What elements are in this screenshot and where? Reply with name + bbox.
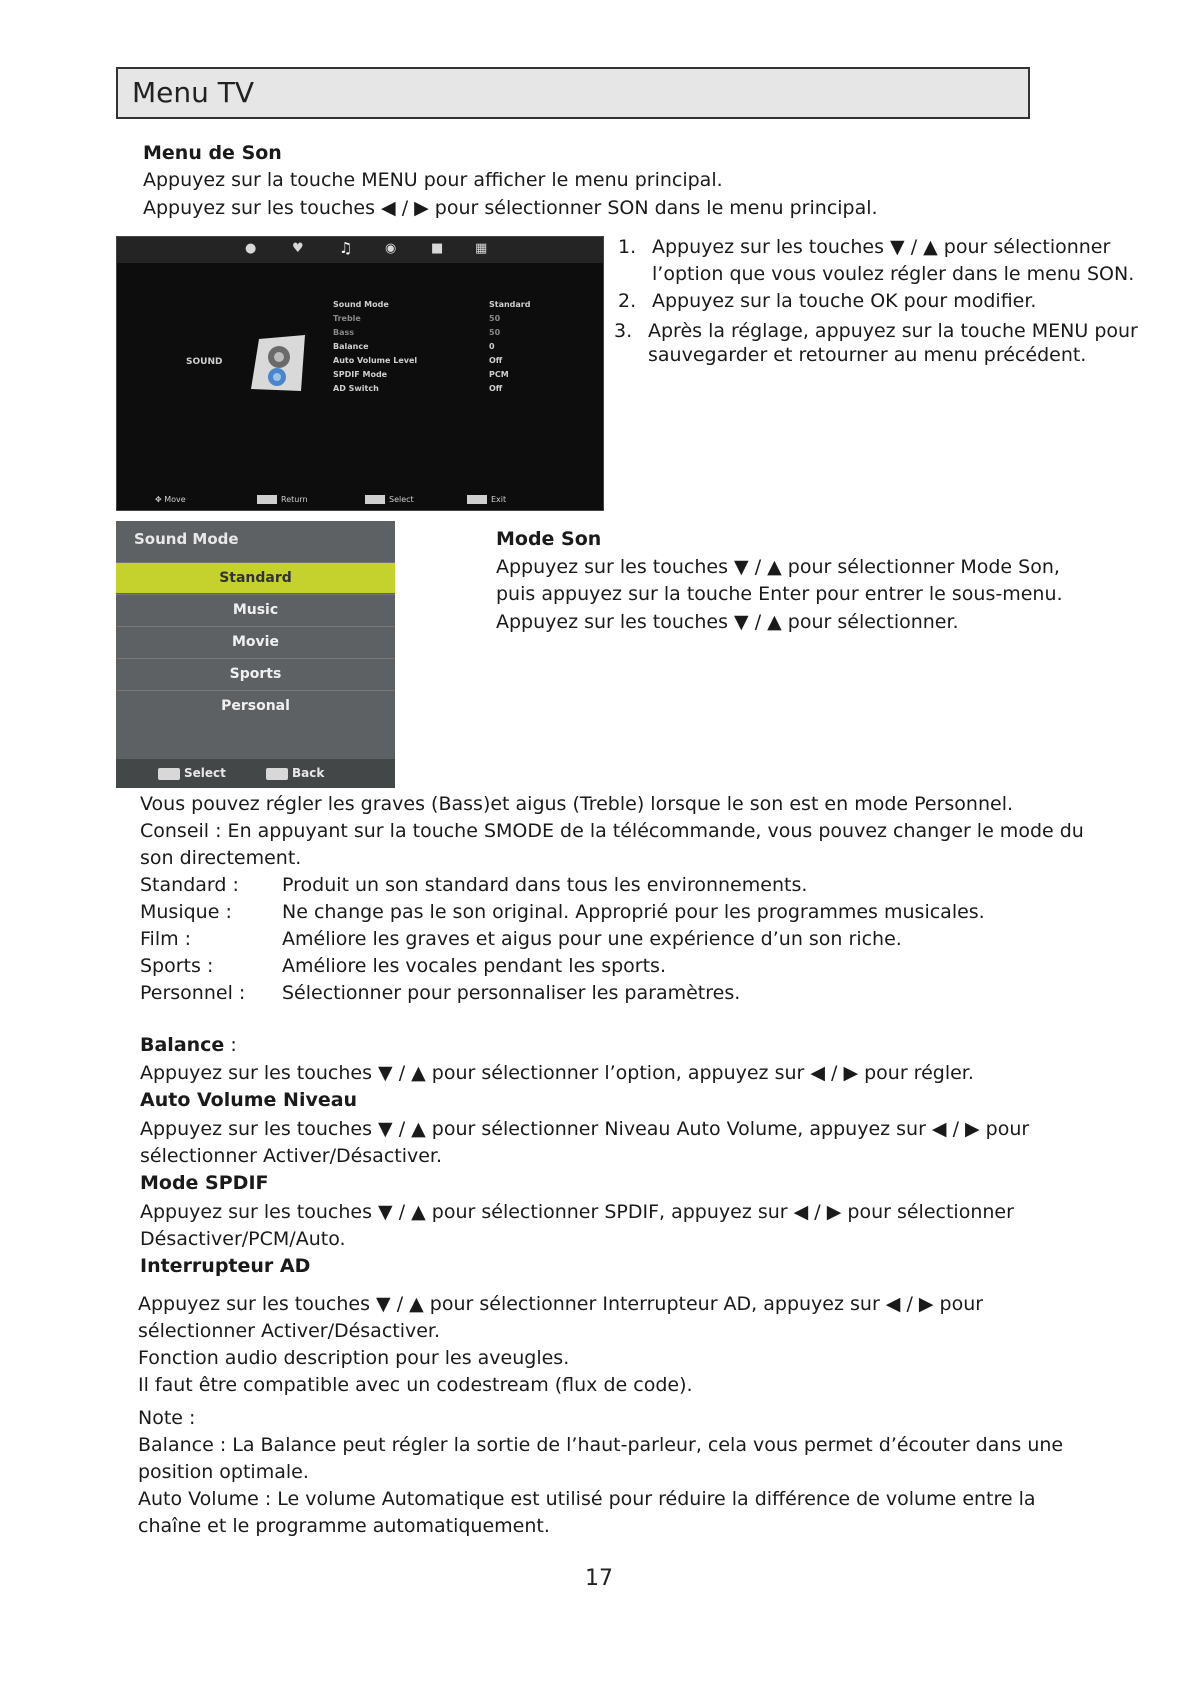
tv-row-spdif-value: PCM (489, 370, 509, 379)
step-3-line-a: 3. Après la réglage, appuyez sur la touche MENU pour (614, 320, 1138, 342)
move-icon: ✥ (155, 495, 165, 504)
auto-volume-text-2: sélectionner Activer/Désactiver. (140, 1145, 443, 1167)
section-heading-mode-son: Mode Son (496, 528, 602, 550)
sound-mode-footer-select: Select (158, 766, 226, 780)
tv-row-auto-volume: Auto Volume Level (333, 356, 418, 365)
tv-menu-top-bar (117, 237, 603, 263)
header-box (116, 67, 1030, 119)
ad-switch-text-2: sélectionner Activer/Désactiver. (138, 1320, 441, 1342)
tv-row-sound-mode: Sound Mode (333, 300, 389, 309)
tv-row-treble: Treble (333, 314, 361, 323)
notes-para-2-a: Conseil : En appuyant sur la touche SMODE de la télécommande, vous pouvez changer le mode du (140, 820, 1084, 842)
tv-row-ad-switch: AD Switch (333, 384, 379, 393)
enter-key-icon (365, 495, 385, 504)
mode-term-musique: Musique : (140, 901, 232, 923)
mode-desc-musique: Ne change pas le son original. Approprié pour les programmes musicales. (282, 901, 985, 923)
note-line-4: chaîne et le programme automatiquement. (138, 1515, 550, 1537)
sound-mode-item-sports[interactable]: Sports (116, 658, 395, 689)
ad-switch-text-4: Il faut être compatible avec un codestream (flux de code). (138, 1374, 693, 1396)
note-line-2: position optimale. (138, 1461, 309, 1483)
ad-switch-heading: Interrupteur AD (140, 1255, 311, 1277)
picture-icon: ● (245, 241, 257, 256)
page-title: Menu TV (132, 76, 255, 109)
sound-mode-footer-back: Back (266, 766, 324, 780)
tv-footer-exit: Exit (467, 495, 506, 504)
exit-key-icon (467, 495, 487, 504)
sound-mode-item-personal[interactable]: Personal (116, 690, 395, 721)
ad-switch-text-1: Appuyez sur les touches ▼ / ▲ pour sélectionner Interrupteur AD, appuyez sur ◀ / ▶ pour (138, 1293, 984, 1315)
sound-mode-title: Sound Mode (134, 530, 239, 548)
enter-key-icon (158, 768, 180, 780)
step-2: 2. Appuyez sur la touche OK pour modifier. (618, 290, 1037, 312)
step-1-line-a: 1. Appuyez sur les touches ▼ / ▲ pour sélectionner (618, 236, 1111, 258)
mode-desc-film: Améliore les graves et aigus pour une expérience d’un son riche. (282, 928, 902, 950)
mode-term-sports: Sports : (140, 955, 214, 977)
notes-para-2-b: son directement. (140, 847, 302, 869)
step-3-line-b: sauvegarder et retourner au menu précédent. (648, 344, 1087, 366)
time-icon: ◉ (385, 241, 397, 256)
mode-desc-personnel: Sélectionner pour personnaliser les paramètres. (282, 982, 741, 1004)
tv-sound-menu-screenshot (116, 236, 604, 511)
mode-desc-sports: Améliore les vocales pendant les sports. (282, 955, 666, 977)
sound-icon: ♫ (339, 239, 353, 257)
page-number: 17 (585, 1566, 613, 1591)
mode-desc-standard: Produit un son standard dans tous les environnements. (282, 874, 808, 896)
note-line-1: Balance : La Balance peut régler la sortie de l’haut-parleur, cela vous permet d’écouter dans une (138, 1434, 1064, 1456)
tv-footer-select: Select (365, 495, 414, 504)
spdif-heading: Mode SPDIF (140, 1172, 269, 1194)
tv-row-spdif: SPDIF Mode (333, 370, 388, 379)
mode-term-film: Film : (140, 928, 192, 950)
mode-term-standard: Standard : (140, 874, 239, 896)
note-line-3: Auto Volume : Le volume Automatique est utilisé pour réduire la différence de volume entre la (138, 1488, 1036, 1510)
tv-footer-move: ✥ Move (155, 495, 186, 504)
notes-para-1: Vous pouvez régler les graves (Bass)et aigus (Treble) lorsque le son est en mode Personnel. (140, 793, 1014, 815)
menu-key-icon (257, 495, 277, 504)
tv-row-balance: Balance (333, 342, 369, 351)
mode-son-line-2: puis appuyez sur la touche Enter pour entrer le sous-menu. (496, 583, 1063, 605)
auto-volume-text-1: Appuyez sur les touches ▼ / ▲ pour sélectionner Niveau Auto Volume, appuyez sur ◀ / ▶ pour (140, 1118, 1030, 1140)
sound-mode-menu-screenshot (116, 521, 395, 788)
lock-icon: ■ (431, 241, 444, 256)
setup-icon: ▦ (475, 241, 488, 256)
tv-row-bass-value: 50 (489, 328, 501, 337)
tv-row-treble-value: 50 (489, 314, 501, 323)
ad-switch-text-3: Fonction audio description pour les aveugles. (138, 1347, 570, 1369)
speaker-icon (249, 333, 309, 395)
step-1-line-b: l’option que vous voulez régler dans le menu SON. (652, 263, 1135, 285)
balance-heading: Balance : (140, 1034, 237, 1056)
sound-mode-footer (116, 759, 395, 788)
tv-row-balance-value: 0 (489, 342, 495, 351)
auto-volume-heading: Auto Volume Niveau (140, 1089, 358, 1111)
intro-line-1: Appuyez sur la touche MENU pour afficher le menu principal. (143, 169, 723, 191)
mode-term-personnel: Personnel : (140, 982, 246, 1004)
tv-row-sound-mode-value: Standard (489, 300, 531, 309)
tv-menu-side-label: SOUND (186, 357, 223, 367)
tv-row-auto-volume-value: Off (489, 356, 503, 365)
tv-footer-return: Return (257, 495, 308, 504)
spdif-text-2: Désactiver/PCM/Auto. (140, 1228, 346, 1250)
balance-text: Appuyez sur les touches ▼ / ▲ pour sélectionner l’option, appuyez sur ◀ / ▶ pour régler. (140, 1062, 974, 1084)
intro-line-2: Appuyez sur les touches ◀ / ▶ pour sélectionner SON dans le menu principal. (143, 197, 878, 219)
sound-mode-item-music[interactable]: Music (116, 594, 395, 625)
mode-son-line-3: Appuyez sur les touches ▼ / ▲ pour sélectionner. (496, 611, 959, 633)
channel-icon: ♥ (292, 241, 304, 256)
tv-row-ad-switch-value: Off (489, 384, 503, 393)
sound-mode-item-standard[interactable]: Standard (116, 562, 395, 593)
tv-row-bass: Bass (333, 328, 355, 337)
menu-key-icon (266, 768, 288, 780)
sound-mode-item-movie[interactable]: Movie (116, 626, 395, 657)
spdif-text-1: Appuyez sur les touches ▼ / ▲ pour sélectionner SPDIF, appuyez sur ◀ / ▶ pour sélectionner (140, 1201, 1014, 1223)
note-label: Note : (138, 1407, 196, 1429)
mode-son-line-1: Appuyez sur les touches ▼ / ▲ pour sélectionner Mode Son, (496, 556, 1060, 578)
section-heading-menu-son: Menu de Son (143, 142, 282, 164)
